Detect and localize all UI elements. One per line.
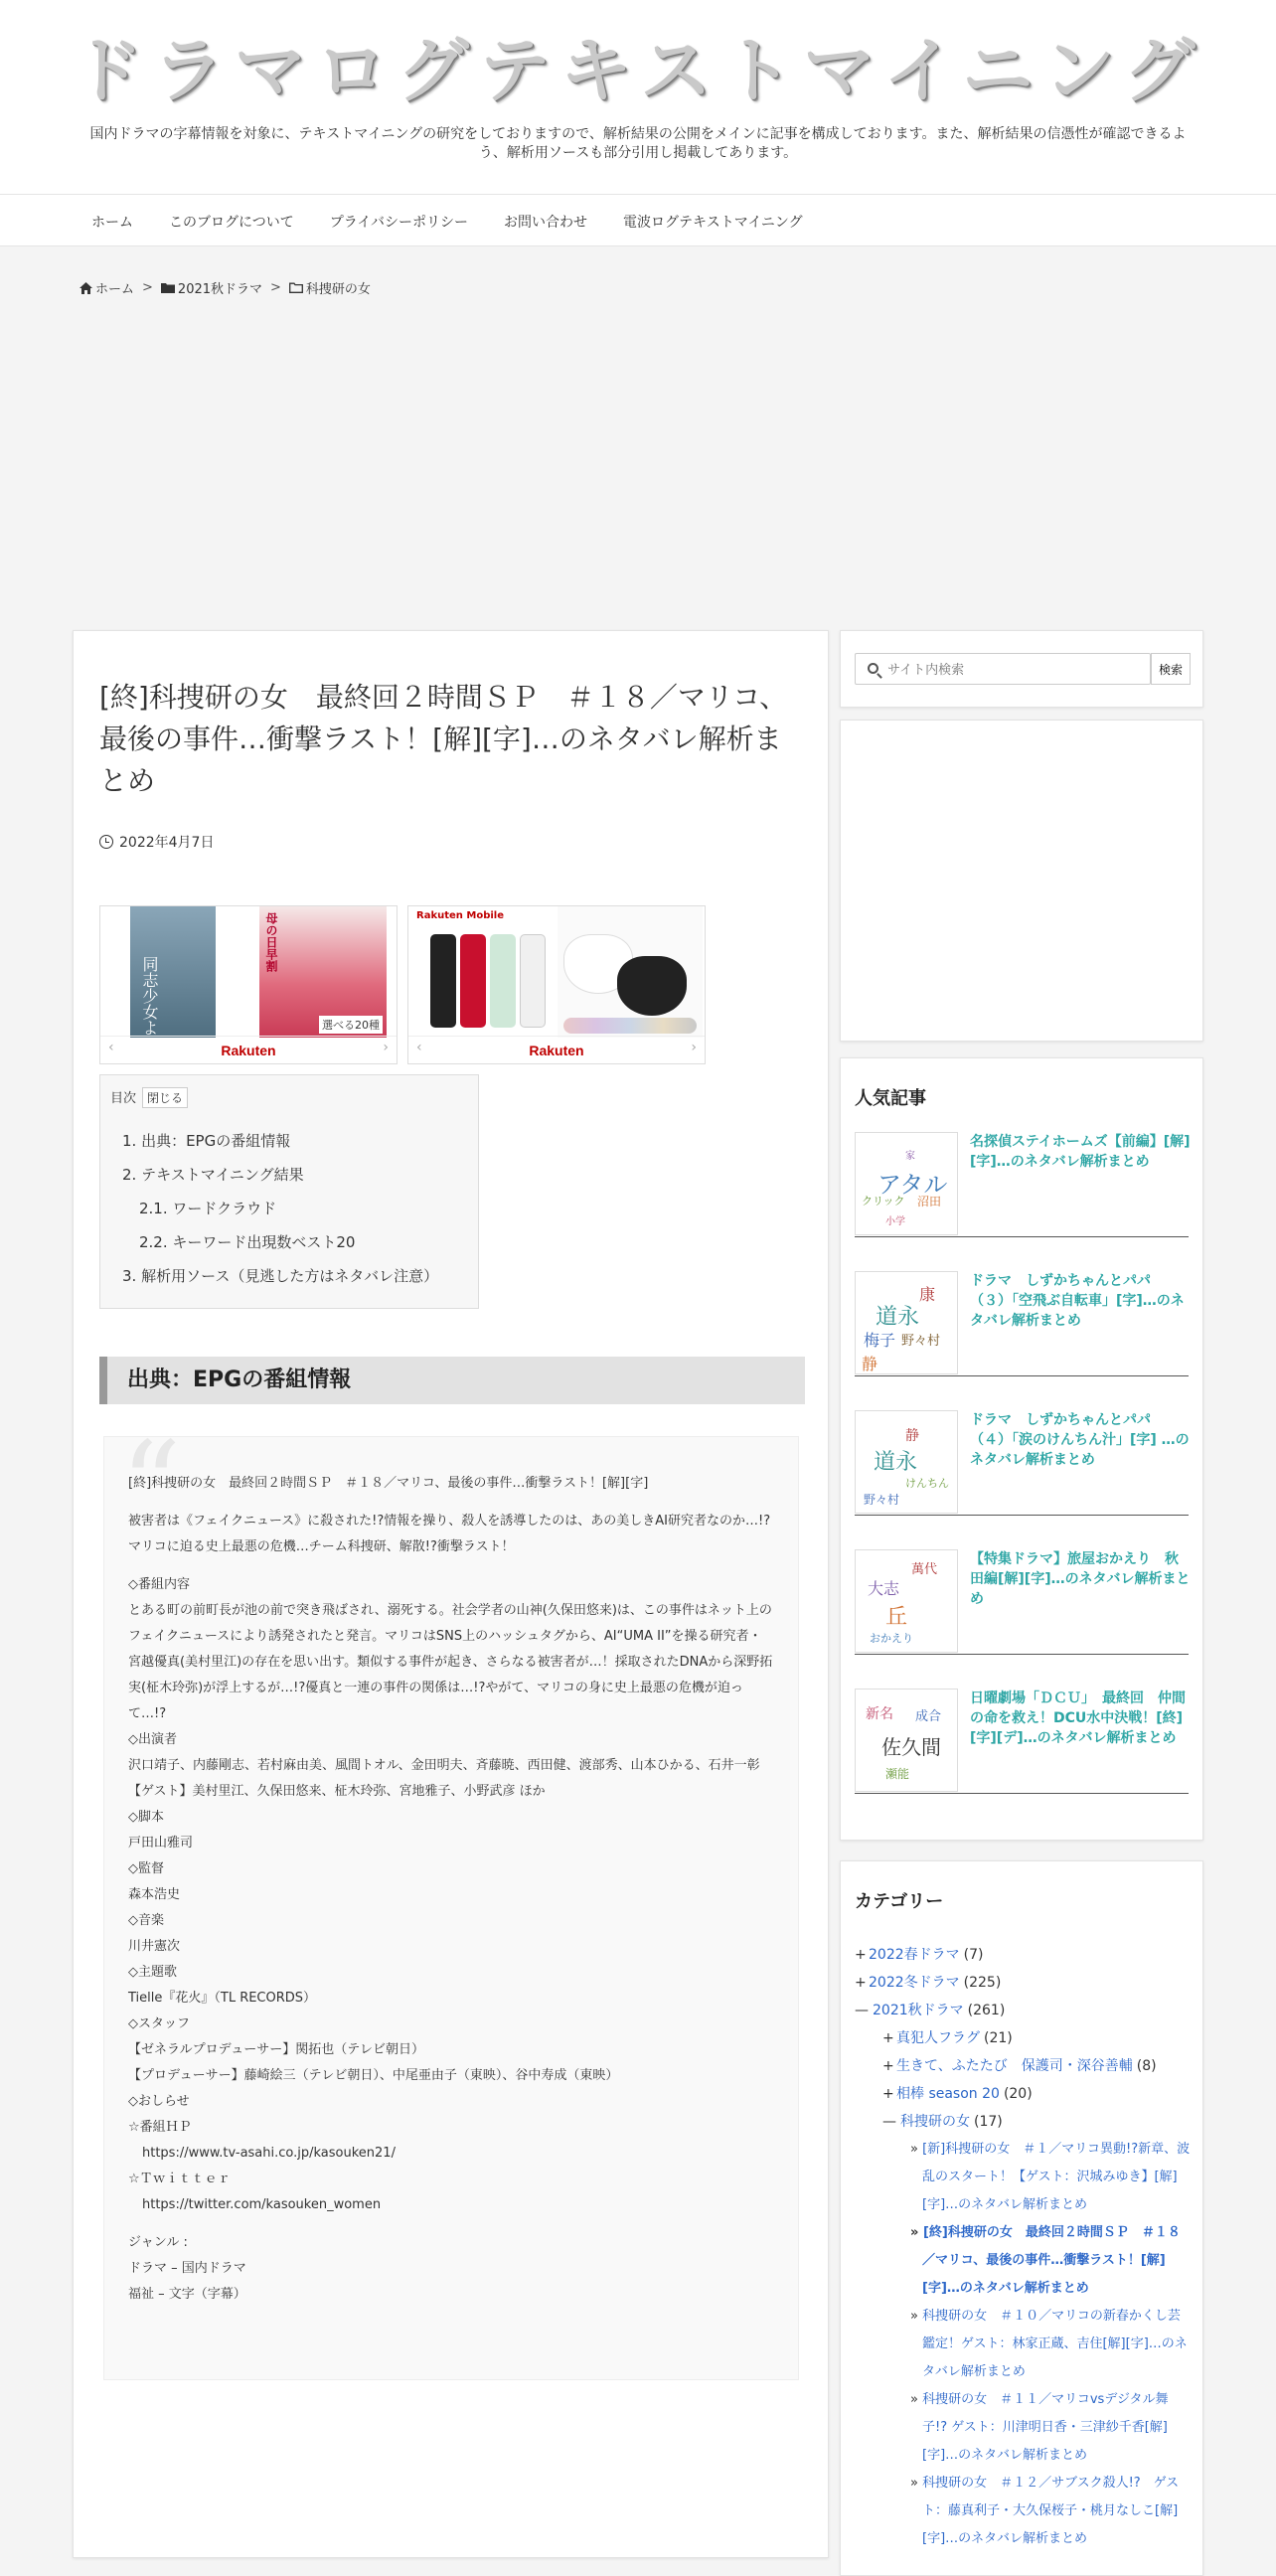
category-collapse-toggle[interactable]: — <box>882 2114 896 2130</box>
breadcrumb-subcategory-label: 科捜研の女 <box>305 282 371 297</box>
thumb-word: 梅子 <box>864 1331 896 1350</box>
thumb-word: 道永 <box>874 1450 918 1475</box>
breadcrumb-subcategory[interactable] <box>289 278 371 297</box>
popular-post-title: ドラマ しずかちゃんとパパ （３）「空飛ぶ自転車」[字]…のネタバレ解析まとめ <box>970 1273 1185 1329</box>
thumb-word: 新名 <box>866 1706 893 1722</box>
sidebar-ad-slot <box>840 720 1203 1042</box>
category-link[interactable]: 相棒 season 20 <box>896 2086 1000 2102</box>
subcategory-item <box>855 2024 1193 2052</box>
section-heading-epg: 出典：EPGの番組情報 <box>99 1357 805 1404</box>
category-item <box>855 1941 1193 1969</box>
category-post-item-current <box>855 2219 1193 2303</box>
thumb-word: 丘 <box>885 1605 908 1630</box>
clock-icon <box>99 835 113 849</box>
thumb-word: 康 <box>919 1285 936 1304</box>
toc-label: 目次 <box>110 1091 137 1106</box>
thumb-word: アタル <box>877 1171 948 1199</box>
category-item <box>855 1969 1193 1997</box>
search-button[interactable]: 検索 <box>1151 653 1191 685</box>
ad-footer <box>100 1036 397 1063</box>
post-bullet: » <box>910 2476 918 2491</box>
epg-script: 戸田山雅司 <box>128 1836 194 1851</box>
epg-music-label: ◇音楽 <box>128 1913 164 1928</box>
site-logo[interactable] <box>0 26 1276 115</box>
nav-item-denpa-log[interactable]: 電波ログテキストマイニング <box>623 214 803 231</box>
toc-item-3[interactable]: 3. 解析用ソース（見逃した方はネタバレ注意） <box>122 1267 439 1285</box>
popular-post-4[interactable] <box>855 1549 1189 1655</box>
category-title: カテゴリー <box>855 1891 944 1912</box>
post-bullet: » <box>910 2142 918 2157</box>
category-link[interactable]: 真犯人フラグ <box>896 2030 980 2046</box>
rakuten-logo: Rakuten <box>529 1043 584 1058</box>
nav-item-privacy[interactable]: プライバシーポリシー <box>329 214 469 231</box>
category-post-item <box>855 2470 1193 2553</box>
epg-music: 川井憲次 <box>128 1939 181 1954</box>
breadcrumb-category[interactable] <box>161 278 262 297</box>
category-list <box>855 1941 1193 2553</box>
post-bullet: » <box>910 2225 919 2240</box>
epg-staff-label: ◇スタッフ <box>128 2016 190 2031</box>
category-widget <box>840 1860 1203 2576</box>
thumb-word: 静 <box>905 1428 919 1444</box>
epg-content: とある町の前町長が池の前で突き飛ばされ、溺死する。社会学者の山神(久保田悠来)は、この事件はネット上のフェイクニュースにより誘発されたと発言。マリコはSNS上のハッシュタグから、AI“UMA II”を操る研究者・宮越優真(美村里江)の存在を思い出す。類似する事件が起き、さらなる被害者が…！採取されたDNAから深野拓実(柾木玲弥)が浮上するが…!?優真と一連の事件の関係は…!?やがて、マリコの身に史上最悪の危機が迫って…!? <box>128 1603 773 1721</box>
breadcrumb-separator: > <box>270 280 281 295</box>
category-post-link[interactable]: 科捜研の女 ＃１２／サブスク殺人!? ゲスト：藤真利子・大久保桜子・桃月なしこ[解][字]…のネタバレ解析まとめ <box>922 2476 1180 2546</box>
breadcrumb-home-label: ホーム <box>95 282 135 297</box>
epg-director: 森本浩史 <box>128 1887 181 1902</box>
ad-prev-arrow[interactable]: ‹ <box>108 1040 114 1055</box>
thumb-word: 萬代 <box>911 1562 938 1577</box>
toc-item-2-2[interactable]: 2.2. キーワード出現数ベスト20 <box>139 1233 356 1251</box>
category-count: (21) <box>984 2030 1013 2046</box>
site-header <box>0 0 1276 194</box>
category-count: (17) <box>974 2114 1003 2130</box>
category-expand-toggle[interactable]: + <box>882 2086 894 2102</box>
category-link[interactable]: 生きて、ふたたび 保護司・深谷善輔 <box>896 2058 1133 2074</box>
breadcrumb <box>80 278 371 297</box>
epg-cast-label: ◇出演者 <box>128 1732 177 1747</box>
toc-item-2-1[interactable]: 2.1. ワードクラウド <box>139 1200 277 1217</box>
post-title: [終]科捜研の女 最終回２時間ＳＰ ＃１８／マリコ、最後の事件…衝撃ラスト！[解][字]…のネタバレ解析まとめ <box>99 681 788 797</box>
category-expand-toggle[interactable]: + <box>882 2058 894 2074</box>
article <box>73 630 829 2558</box>
nav-item-contact[interactable]: お問い合わせ <box>504 214 588 231</box>
rakuten-ad-1[interactable] <box>99 905 398 1064</box>
toc-item-2[interactable]: 2. テキストマイニング結果 <box>122 1166 304 1184</box>
phone-black <box>430 934 456 1028</box>
breadcrumb-separator: > <box>142 280 153 295</box>
epg-director-label: ◇監督 <box>128 1861 164 1876</box>
category-expand-toggle[interactable]: + <box>855 1975 867 1991</box>
popular-post-title: 日曜劇場「ＤＣＵ」 最終回 仲間の命を救え！DCU水中決戦！[終][字][デ]…のネタバレ解析まとめ <box>970 1690 1186 1746</box>
category-count: (8) <box>1136 2058 1157 2074</box>
popular-post-title: 【特集ドラマ】旅屋おかえり 秋田編[解][字]…のネタバレ解析まとめ <box>970 1551 1191 1607</box>
quote-mark-icon: “ <box>120 1417 182 1555</box>
popular-post-5[interactable] <box>855 1689 1189 1794</box>
category-post-link[interactable]: [終]科捜研の女 最終回２時間ＳＰ ＃１８／マリコ、最後の事件…衝撃ラスト！[解][字]…のネタバレ解析まとめ <box>922 2225 1181 2296</box>
global-nav <box>0 194 1276 246</box>
epg-twitter-url: https://twitter.com/kasouken_women <box>142 2197 382 2212</box>
category-post-item <box>855 2303 1193 2386</box>
thumb-word: 家 <box>905 1151 915 1162</box>
ad-mobile-label: Rakuten Mobile <box>416 910 504 921</box>
ad-footer <box>408 1036 705 1063</box>
thumb-word: 佐久間 <box>881 1735 941 1759</box>
sidebar-search-widget <box>840 630 1203 708</box>
wordcloud-thumbnail <box>855 1271 958 1374</box>
category-link[interactable]: 2021秋ドラマ <box>873 2003 964 2018</box>
epg-theme-label: ◇主題歌 <box>128 1965 177 1980</box>
epg-title: [終]科捜研の女 最終回２時間ＳＰ ＃１８／マリコ、最後の事件…衝撃ラスト！[解][字] <box>128 1476 649 1491</box>
category-link[interactable]: 2022冬ドラマ <box>869 1975 960 1991</box>
post-date-text: 2022年4月7日 <box>119 835 215 851</box>
subcategory-item <box>855 2052 1193 2080</box>
category-post-link[interactable]: 科捜研の女 ＃１０／マリコの新春かくし芸鑑定！ゲスト：林家正蔵、吉住[解][字]…のネタバレ解析まとめ <box>922 2309 1188 2379</box>
thumb-word: 道永 <box>876 1305 920 1330</box>
table-of-contents <box>99 1074 479 1309</box>
ad-next-arrow[interactable]: › <box>383 1040 389 1055</box>
toc-item-1[interactable]: 1. 出典：EPGの番組情報 <box>122 1132 291 1150</box>
category-count: (261) <box>967 2003 1006 2018</box>
epg-blockquote <box>103 1417 799 2380</box>
thumb-word: 小学 <box>885 1216 905 1227</box>
category-post-link[interactable]: [新]科捜研の女 ＃１／マリコ異動!?新章、波乱のスタート！【ゲスト：沢城みゆき】[解][字]…のネタバレ解析まとめ <box>922 2142 1191 2212</box>
epg-gp: 【ゼネラルプロデューサー】関拓也（テレビ朝日） <box>128 2042 424 2057</box>
wordcloud-thumbnail <box>855 1549 958 1653</box>
wordcloud-thumbnail <box>855 1132 958 1235</box>
category-count: (7) <box>963 1947 984 1963</box>
epg-hp-url: https://www.tv-asahi.co.jp/kasouken21/ <box>142 2146 396 2161</box>
ad-prev-arrow[interactable]: ‹ <box>416 1040 422 1055</box>
epg-theme: Tielle『花火』（TL RECORDS） <box>128 1991 317 2006</box>
epg-producer: 【プロデューサー】藤崎絵三（テレビ朝日）、中尾亜由子（東映）、谷中寿成（東映） <box>128 2068 619 2083</box>
ad-book-image[interactable] <box>130 906 216 1038</box>
ad-next-arrow[interactable]: › <box>691 1040 697 1055</box>
thumb-word: 大志 <box>868 1579 900 1598</box>
ad-flower-image[interactable] <box>259 906 387 1038</box>
post-bullet: » <box>910 2392 918 2407</box>
epg-genre-1: ドラマ – 国内ドラマ <box>128 2261 246 2276</box>
thumb-word: おかえり <box>870 1632 913 1645</box>
popular-post-2[interactable] <box>855 1271 1189 1376</box>
thumb-word: クリック <box>862 1195 905 1208</box>
ad-flower-text: 母の日早割 <box>264 912 278 972</box>
folder-icon <box>161 282 175 293</box>
wordcloud-thumbnail <box>855 1689 958 1792</box>
popular-post-1[interactable] <box>855 1132 1189 1237</box>
epg-hp-label: ☆番組ＨＰ <box>128 2120 192 2135</box>
category-item <box>855 1997 1193 2024</box>
toc-close-button[interactable]: 閉じる <box>142 1087 188 1108</box>
category-link[interactable]: 2022春ドラマ <box>869 1947 960 1963</box>
ad-phone-image[interactable] <box>412 906 552 1038</box>
folder-open-icon <box>289 282 303 293</box>
category-post-link[interactable]: 科捜研の女 ＃１１／マリコvsデジタル舞子!? ゲスト：川津明日香・三津紗千香[解][字]…のネタバレ解析まとめ <box>922 2392 1169 2463</box>
popular-post-title: 名探偵ステイホームズ【前編】[解][字]…のネタバレ解析まとめ <box>970 1134 1191 1170</box>
phone-white <box>520 934 546 1028</box>
category-count: (20) <box>1003 2086 1033 2102</box>
phone-green <box>490 934 516 1028</box>
search-icon <box>868 663 878 674</box>
wordcloud-thumbnail <box>855 1410 958 1514</box>
popular-post-title: ドラマ しずかちゃんとパパ （４）「涙のけんちん汁」[字] …のネタバレ解析まとめ <box>970 1412 1190 1468</box>
popular-posts-widget <box>840 1057 1203 1841</box>
thumb-word: 野々村 <box>864 1493 900 1507</box>
nav-item-about[interactable]: このブログについて <box>169 214 294 231</box>
phone-red <box>460 934 486 1028</box>
epg-summary: 被害者は《フェイクニュース》に殺された!?情報を操り、殺人を誘導したのは、あの美しきAI研究者なのか…!?マリコに迫る史上最悪の危機…チーム科捜研、解散!?衝撃ラスト！ <box>128 1514 771 1554</box>
category-expand-toggle[interactable]: + <box>855 1947 867 1963</box>
epg-genre-label: ジャンル : <box>128 2235 188 2250</box>
post-bullet: » <box>910 2309 918 2324</box>
thumb-word: 静 <box>862 1355 878 1373</box>
mask-colors <box>563 1018 697 1034</box>
post-date <box>99 832 214 852</box>
breadcrumb-home[interactable] <box>80 278 134 297</box>
home-icon <box>80 282 92 294</box>
subcategory-item <box>855 2108 1193 2136</box>
category-post-item <box>855 2386 1193 2470</box>
epg-cast: 沢口靖子、内藤剛志、若村麻由美、風間トオル、金田明夫、斉藤暁、西田健、渡部秀、山本ひかる、石井一彰 <box>128 1758 760 1773</box>
rakuten-ad-2[interactable] <box>407 905 706 1064</box>
ad-row <box>99 905 706 1064</box>
epg-notice-label: ◇おしらせ <box>128 2094 190 2109</box>
breadcrumb-category-label: 2021秋ドラマ <box>177 282 263 297</box>
ad-mask-image[interactable] <box>558 906 703 1038</box>
epg-genre-2: 福祉 – 文字（字幕） <box>128 2287 246 2302</box>
category-collapse-toggle[interactable]: — <box>855 2003 869 2018</box>
ad-book-text: 同志少女よ <box>140 956 159 1036</box>
category-post-item <box>855 2136 1193 2219</box>
search-box <box>855 653 1151 685</box>
category-link[interactable]: 科捜研の女 <box>900 2114 970 2130</box>
search-input[interactable] <box>887 654 1146 684</box>
popular-posts-title: 人気記事 <box>855 1088 926 1109</box>
epg-script-label: ◇脚本 <box>128 1810 164 1825</box>
thumb-word: 野々村 <box>901 1334 941 1349</box>
subcategory-item <box>855 2080 1193 2108</box>
popular-post-3[interactable] <box>855 1410 1189 1516</box>
epg-content-label: ◇番組内容 <box>128 1577 190 1592</box>
nav-item-home[interactable]: ホーム <box>91 214 133 231</box>
category-count: (225) <box>963 1975 1002 1991</box>
thumb-word: 瀬能 <box>885 1767 910 1781</box>
mask-black <box>617 956 687 1016</box>
ad-flower-badge: 選べる20種 <box>319 1016 383 1034</box>
thumb-word: けんちん <box>905 1477 949 1490</box>
thumb-word: 沼田 <box>917 1195 942 1208</box>
site-logo-text[interactable]: ドラマログテキストマイニング <box>71 29 1205 112</box>
epg-guest: 【ゲスト】美村里江、久保田悠来、柾木玲弥、宮地雅子、小野武彦 ほか <box>128 1784 546 1799</box>
site-tagline: 国内ドラマの字幕情報を対象に、テキストマイニングの研究をしておりますので、解析結果の公開をメインに記事を構成しております。また、解析結果の信憑性が確認できるよう、解析用ソースも部分引用し掲載してあります。 <box>89 126 1187 161</box>
category-expand-toggle[interactable]: + <box>882 2030 894 2046</box>
thumb-word: 成合 <box>915 1709 942 1724</box>
rakuten-logo: Rakuten <box>221 1043 276 1058</box>
epg-twitter-label: ☆Ｔｗｉｔｔｅｒ <box>128 2172 231 2186</box>
